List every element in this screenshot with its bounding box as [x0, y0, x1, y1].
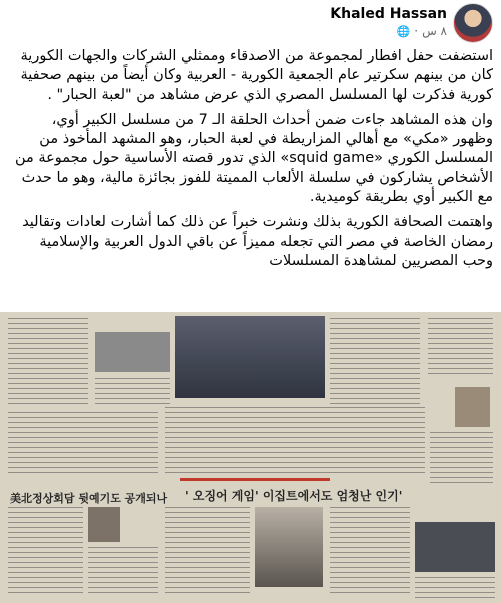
- newspaper-photo[interactable]: [0, 312, 501, 603]
- post-time[interactable]: ٨ س: [422, 24, 447, 38]
- avatar[interactable]: [453, 3, 493, 43]
- post-meta: ٨ س · 🌐: [396, 24, 447, 38]
- post-paragraph: وان هذه المشاهد جاءت ضمن أحداث الحلقة الـ 7 من مسلسل الكبير أوي، وظهور «مكي» مع أهالي المزاريطة في لعبة الحبار، وهو المشهد المأخوذ من المسلسل الكوري «squid game» الذي تدور قصته الأساسية حول مجموعة من الأشخاص يشاركون في سلسلة الألعاب المميتة للفوز بجائزة مالية، وهو ما حدث مع الكبير أوي بطريقة كوميدية.: [14, 111, 493, 206]
- newspaper-headline: ' 오징어 게임' 이집트에서도 엄청난 인기': [185, 489, 403, 503]
- post-paragraph: واهتمت الصحافة الكورية بذلك ونشرت خبراً عن ذلك كما أشارت لعادات وتقاليد رمضان الخاصة في مصر التي تجعله مميزاً عن باقي الدول العربية والإسلامية وحب المصريين لمشاهدة المسلسلات: [22, 214, 493, 269]
- post-paragraph: استضفت حفل افطار لمجموعة من الاصدقاء وممثلي الشركات والجهات الكورية كان من بينهم سكرتير عام الجمعية الكورية - العربية وكان أيضاً من بينهم صحفية كورية فذكرت لها المسلسل المصري الذي عرض مشاهد من "لعبة الحبار" .: [20, 48, 493, 103]
- newspaper-subhead: 美北정상회담 뒷예기도 공개되나: [10, 492, 168, 505]
- globe-icon: 🌐: [396, 24, 411, 38]
- post-text: [8, 47, 493, 277]
- post-header: [0, 0, 501, 42]
- author-name[interactable]: Khaled Hassan: [330, 6, 447, 22]
